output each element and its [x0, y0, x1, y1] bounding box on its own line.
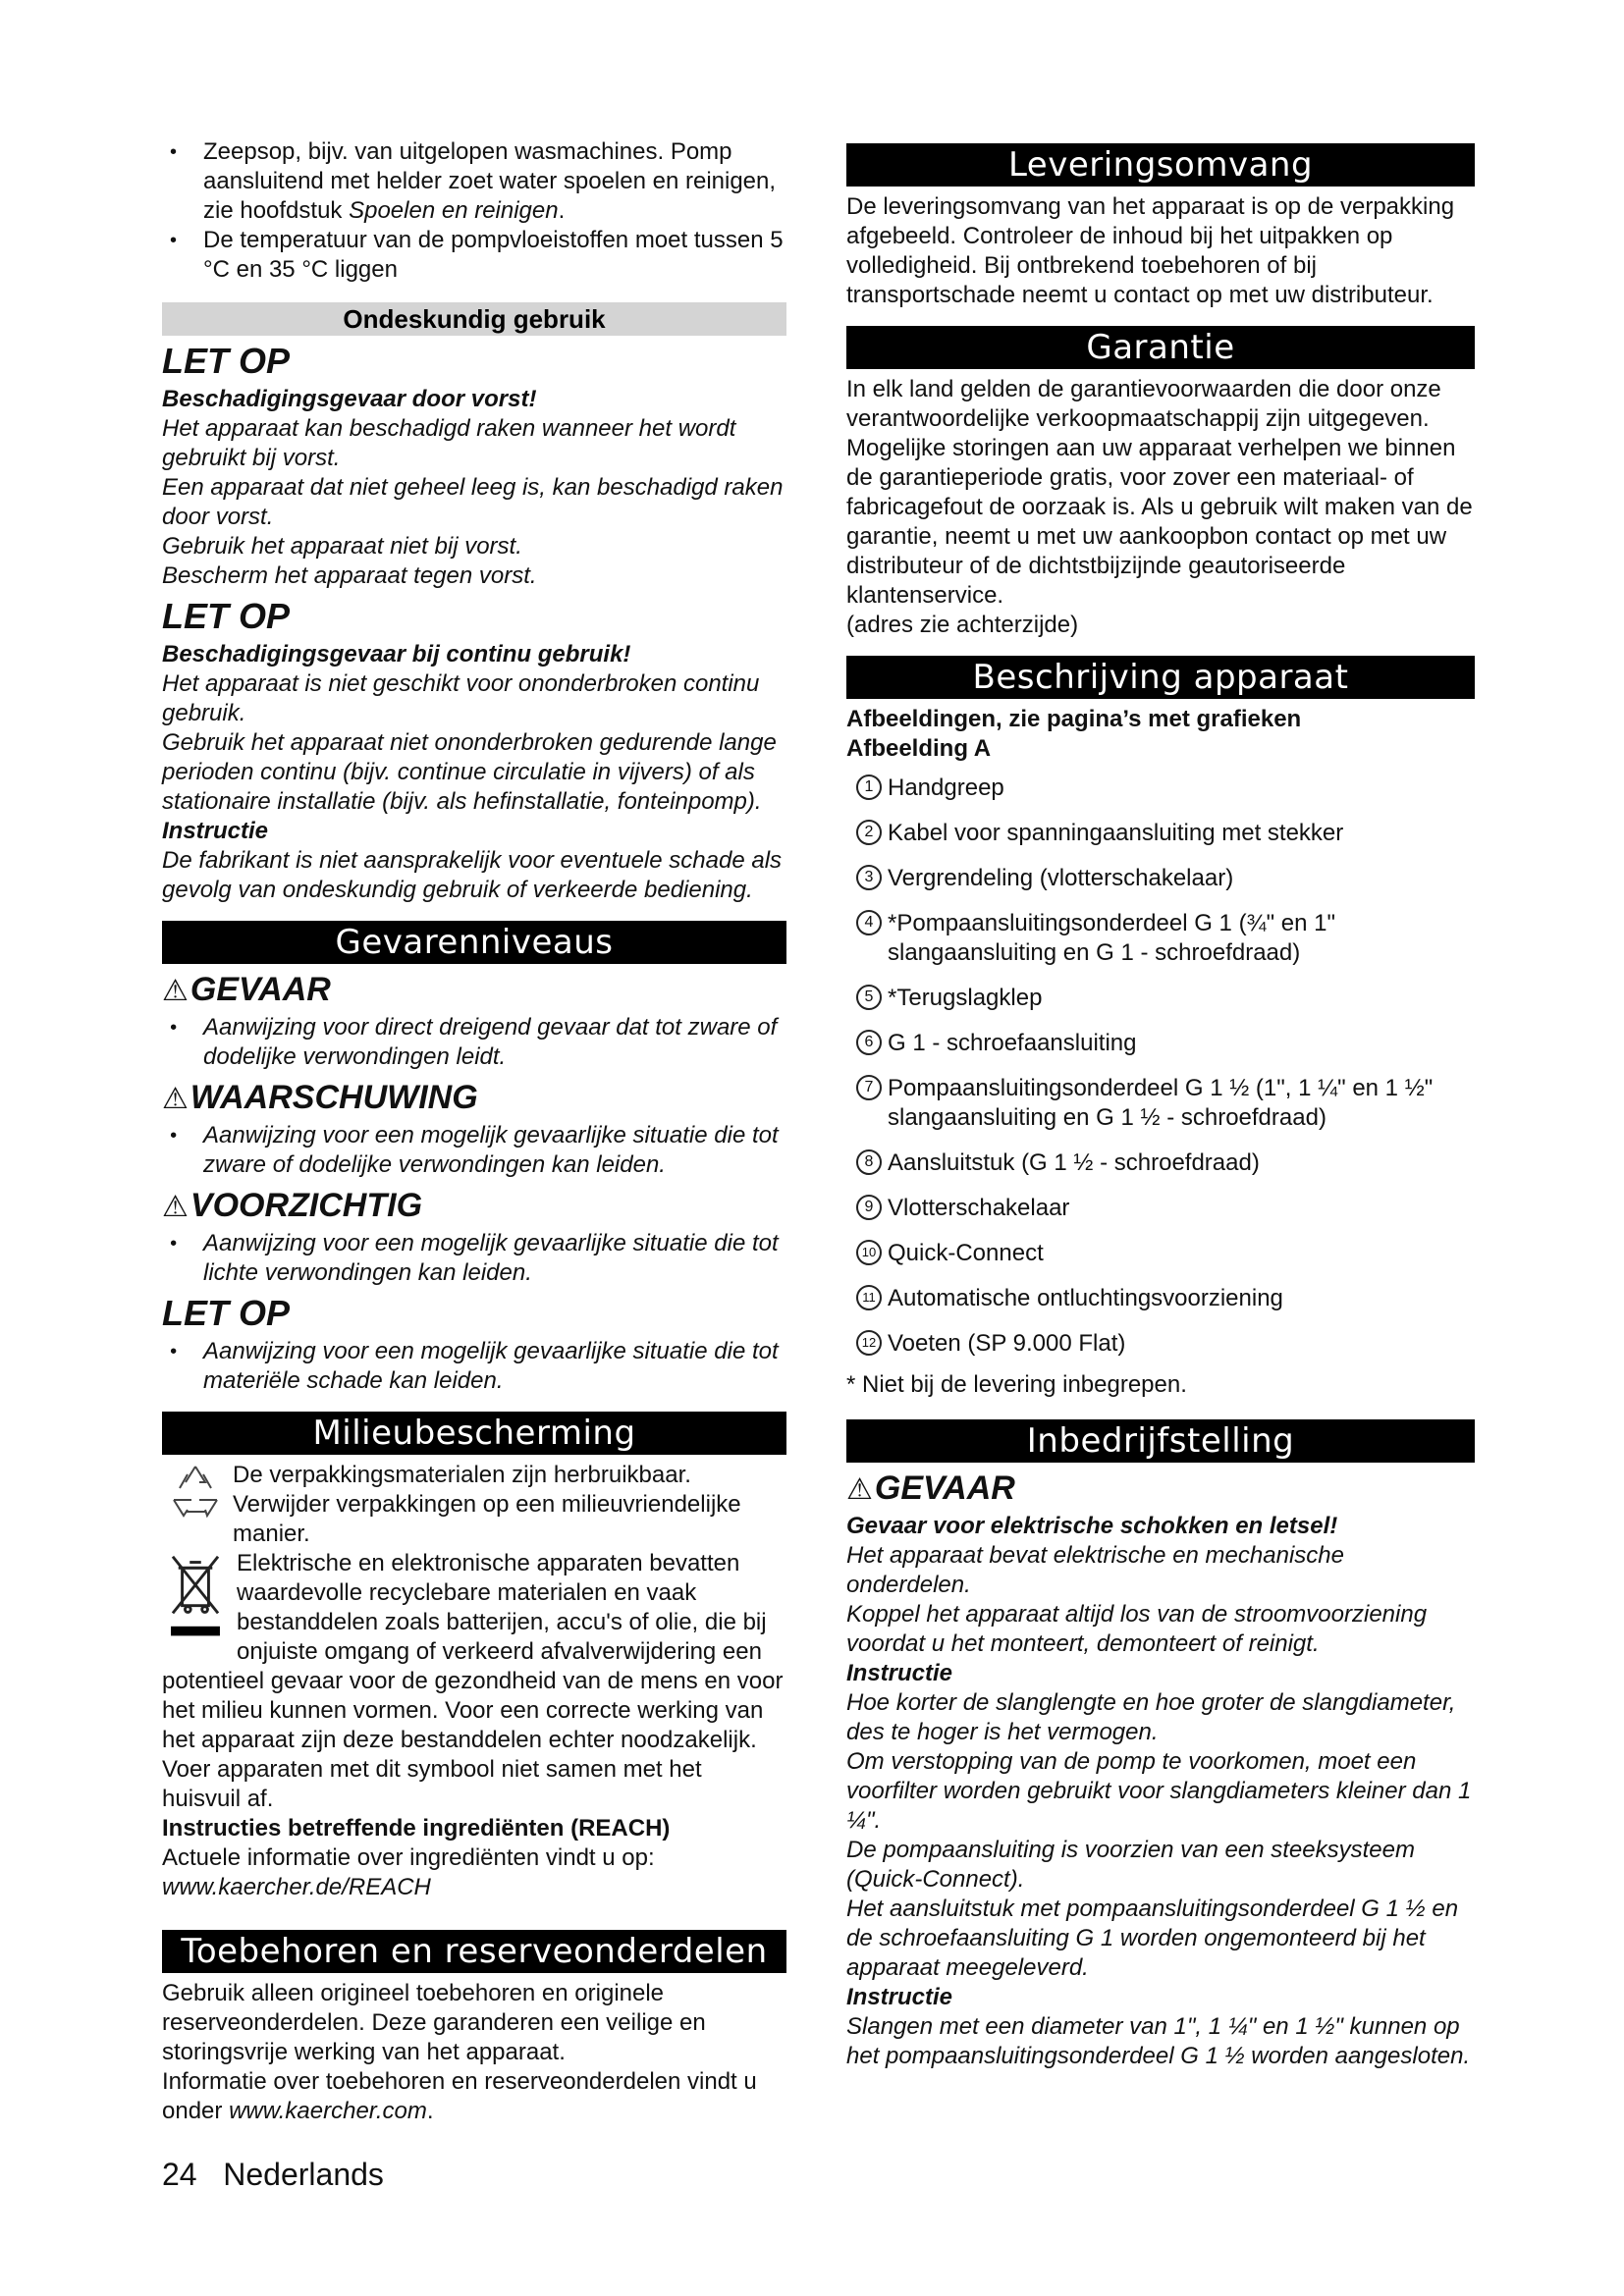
instruction-label: Instructie [162, 818, 269, 844]
notice-line: Een apparaat dat niet geheel leeg is, kan beschadigd raken door vorst. [162, 474, 784, 530]
list-item: 11 Automatische ontluchtingsvoorziening [846, 1284, 1475, 1313]
accessories-text: Gebruik alleen origineel toebehoren en originele reserveonderdelen. Deze garanderen een veilige en storingsvrije werking van het apparaat. [162, 1980, 706, 2065]
hazard-text: • Aanwijzing voor direct dreigend gevaar dat tot zware of dodelijke verwondingen leidt. [162, 1013, 786, 1072]
list-item: • De temperatuur van de pompvloeistoffen moet tussen 5 °C en 35 °C liggen [162, 226, 786, 285]
notice-line: Gebruik het apparaat niet ononderbroken gedurende lange perioden continu (bijv. continue circulatie in vijvers) of als stationaire installatie (bijv. als hefinstallatie, fonteinpomp). [162, 729, 777, 815]
warranty-text: In elk land gelden de garantievoorwaarden die door onze verantwoordelijke verkoopmaatschappij zijn uitgegeven. Mogelijke storingen aan uw apparaat verhelpen we binnen de garantieperiode gratis, voor zover een materiaal- of fabricagefout de oorzaak is. Als u gebruik wilt maken van de garantie, neemt u met uw aankoopbon contact op met uw distributeur of de dichtstbijzijnde geautoriseerde klantenservice. [846, 376, 1473, 609]
right-column [846, 143, 1475, 2071]
notice-subtitle: Beschadigingsgevaar bij continu gebruik! [162, 641, 631, 667]
section-heading-misuse: Ondeskundig gebruik [162, 302, 786, 336]
list-item: 12 Voeten (SP 9.000 Flat) [846, 1329, 1475, 1359]
hazard-title-caution: ⚠VOORZICHTIG [162, 1187, 423, 1224]
list-item: 10 Quick-Connect [846, 1239, 1475, 1268]
delivery-text: De leveringsomvang van het apparaat is op de verpakking afgebeeld. Controleer de inhoud bij het uitpakken op volledigheid. Bij ontbrekend toebehoren of bij transportschade neemt u contact op met uw distributeur. [846, 193, 1455, 308]
number-badge: 11 [856, 1285, 882, 1310]
section-heading-commissioning: Inbedrijfstelling [846, 1419, 1475, 1463]
list-item: 7 Pompaansluitingsonderdeel G 1 ½ (1", 1 ¼" en 1 ½" slangaansluiting en G 1 ½ - schroefdraad) [846, 1074, 1475, 1133]
notice-line: Koppel het apparaat altijd los van de stroomvoorziening voordat u het monteert, demonteert of reinigt. [846, 1601, 1428, 1657]
figure-reference: Afbeeldingen, zie pagina’s met grafieken [846, 706, 1302, 732]
weee-row [162, 1549, 786, 1814]
section-heading-environment: Milieubescherming [162, 1412, 786, 1455]
recycle-text: De verpakkingsmaterialen zijn herbruikbaar. Verwijder verpakkingen op een milieuvriendelijke manier. [233, 1462, 741, 1547]
warning-triangle-icon: ⚠ [846, 1473, 873, 1506]
list-item: 8 Aansluitstuk (G 1 ½ - schroefdraad) [846, 1148, 1475, 1178]
figure-label: Afbeelding A [846, 735, 992, 762]
reach-link[interactable]: www.kaercher.de/REACH [162, 1874, 431, 1900]
notice-line: Het apparaat bevat elektrische en mechanische onderdelen. [846, 1542, 1344, 1598]
accessories-info: Informatie over toebehoren en reserveonderdelen vindt u onder www.kaercher.com. [162, 2068, 757, 2124]
hazard-text: • Aanwijzing voor een mogelijk gevaarlijke situatie die tot materiële schade kan leiden. [162, 1337, 786, 1396]
list-item: 9 Vlotterschakelaar [846, 1194, 1475, 1223]
list-item: 4 *Pompaansluitingsonderdeel G 1 (¾" en 1" slangaansluiting en G 1 - schroefdraad) [846, 909, 1475, 968]
section-heading-description: Beschrijving apparaat [846, 656, 1475, 699]
instruction-text: Hoe korter de slanglengte en hoe groter de slangdiameter, des te hoger is het vermogen. [846, 1689, 1456, 1745]
instruction-text: Om verstopping van de pomp te voorkomen, moet een voorfilter worden gebruikt voor slangdiameters kleiner dan 1 ¼". [846, 1748, 1472, 1834]
section-heading-warranty: Garantie [846, 326, 1475, 369]
instruction-text: De pompaansluiting is voorzien van een steeksysteem (Quick-Connect). [846, 1837, 1415, 1893]
notice-subtitle: Gevaar voor elektrische schokken en letsel! [846, 1513, 1338, 1539]
number-badge: 4 [856, 910, 882, 935]
accessories-link[interactable]: www.kaercher.com [229, 2098, 427, 2124]
section-heading-delivery: Leveringsomvang [846, 143, 1475, 187]
instruction-text: De fabrikant is niet aansprakelijk voor eventuele schade als gevolg van ondeskundig gebruik of verkeerde bediening. [162, 847, 783, 903]
number-badge: 1 [856, 774, 882, 800]
recycle-row [162, 1461, 786, 1549]
hazard-title-warning: ⚠WAARSCHUWING [162, 1079, 478, 1116]
reach-title: Instructies betreffende ingrediënten (REACH) [162, 1815, 671, 1842]
intro-bullets [162, 137, 786, 285]
section-heading-hazards: Gevarenniveaus [162, 921, 786, 964]
list-item: 2 Kabel voor spanningaansluiting met stekker [846, 819, 1475, 848]
hazard-title-danger: ⚠GEVAAR [162, 971, 331, 1008]
instruction-label: Instructie [846, 1984, 953, 2010]
instruction-label: Instructie [846, 1660, 953, 1686]
notice-line: Het apparaat kan beschadigd raken wanneer het wordt gebruikt bij vorst. [162, 415, 736, 471]
notice-title: LET OP [162, 596, 291, 636]
warning-triangle-icon: ⚠ [162, 975, 189, 1007]
hazard-title-danger: ⚠GEVAAR [846, 1469, 1015, 1507]
list-item: 1 Handgreep [846, 774, 1475, 803]
notice-line: Gebruik het apparaat niet bij vorst. [162, 533, 522, 560]
crossed-bin-icon [166, 1551, 225, 1645]
reach-text: Actuele informatie over ingrediënten vindt u op: [162, 1844, 655, 1871]
left-column [162, 137, 786, 2126]
warning-triangle-icon: ⚠ [162, 1191, 189, 1223]
number-badge: 10 [856, 1240, 882, 1265]
weee-text: Elektrische en elektronische apparaten bevatten waardevolle recyclebare materialen en vaak bestanddelen zoals batterijen, accu's of olie, die bij onjuiste omgang of verkeerd afvalverwijdering een potentieel gevaar voor de gezondheid van de mens en voor het milieu kunnen vormen. Voor een correcte werking van het apparaat zijn deze bestanddelen echter noodzakelijk. Voer apparaten met dit symbool niet samen met het huisvuil af. [162, 1550, 784, 1812]
list-item: • Zeepsop, bijv. van uitgelopen wasmachines. Pomp aansluitend met helder zoet water spoelen en reinigen, zie hoofdstuk Spoelen en reinigen. [162, 137, 786, 226]
instruction-text: Slangen met een diameter van 1", 1 ¼" en 1 ½" kunnen op het pompaansluitingsonderdeel G 1 ½ worden aangesloten. [846, 2013, 1471, 2069]
notice-title: LET OP [162, 341, 291, 381]
number-badge: 2 [856, 820, 882, 845]
warranty-address: (adres zie achterzijde) [846, 612, 1079, 638]
number-badge: 9 [856, 1195, 882, 1220]
hazard-text: • Aanwijzing voor een mogelijk gevaarlijke situatie die tot zware of dodelijke verwondingen kan leiden. [162, 1121, 786, 1180]
recycle-icon [166, 1461, 225, 1523]
number-badge: 5 [856, 985, 882, 1010]
notice-line: Het apparaat is niet geschikt voor ononderbroken continu gebruik. [162, 670, 760, 726]
instruction-text: Het aansluitstuk met pompaansluitingsonderdeel G 1 ½ en de schroefaansluiting G 1 worden ongemonteerd bij het apparaat meegeleverd. [846, 1896, 1459, 1981]
notice-subtitle: Beschadigingsgevaar door vorst! [162, 386, 537, 412]
number-badge: 3 [856, 865, 882, 890]
notice-line: Bescherm het apparaat tegen vorst. [162, 562, 537, 589]
list-item: 3 Vergrendeling (vlotterschakelaar) [846, 864, 1475, 893]
section-heading-accessories: Toebehoren en reserveonderdelen [162, 1930, 786, 1973]
number-badge: 7 [856, 1075, 882, 1100]
number-badge: 12 [856, 1330, 882, 1356]
warning-triangle-icon: ⚠ [162, 1083, 189, 1115]
page-footer [162, 2155, 384, 2194]
hazard-title-notice: LET OP [162, 1293, 291, 1333]
parts-list [846, 774, 1475, 1359]
footnote: * Niet bij de levering inbegrepen. [846, 1371, 1187, 1398]
number-badge: 6 [856, 1030, 882, 1055]
hazard-text: • Aanwijzing voor een mogelijk gevaarlijke situatie die tot lichte verwondingen kan leiden. [162, 1229, 786, 1288]
footer-language: Nederlands [223, 2157, 384, 2192]
number-badge: 8 [856, 1149, 882, 1175]
list-item: 5 *Terugslagklep [846, 984, 1475, 1013]
list-item: 6 G 1 - schroefaansluiting [846, 1029, 1475, 1058]
page-number: 24 [162, 2157, 197, 2192]
